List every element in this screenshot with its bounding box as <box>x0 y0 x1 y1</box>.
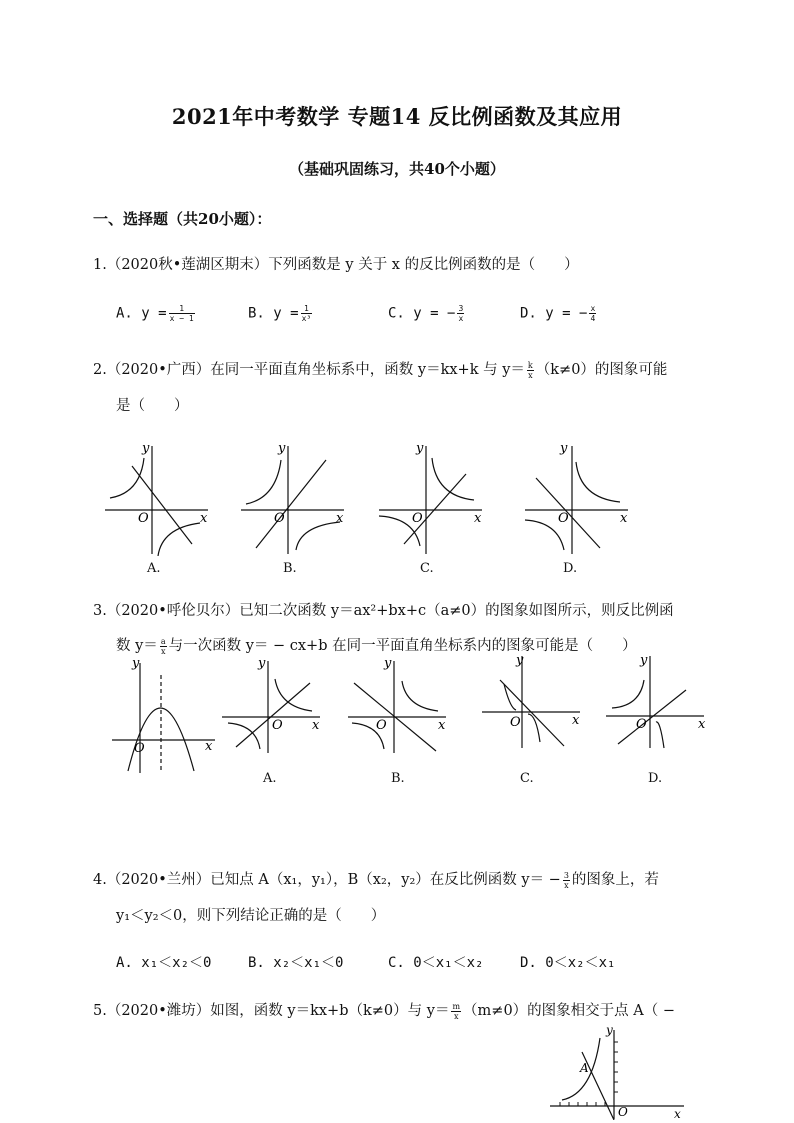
svg-text:y: y <box>258 656 266 671</box>
q3-label-c: C. <box>520 771 534 786</box>
svg-text:x: x <box>674 1107 681 1120</box>
q2-label-b: B. <box>283 561 297 576</box>
svg-text:y: y <box>606 1024 613 1037</box>
svg-text:O: O <box>274 511 285 526</box>
question-1-stem: 1.（2020秋•莲湖区期末）下列函数是 y 关于 x 的反比例函数的是（ ） <box>93 257 579 273</box>
q2-graph-b <box>236 438 348 556</box>
svg-text:O: O <box>412 511 423 526</box>
q2-label-c: C. <box>420 561 434 576</box>
svg-text:O: O <box>636 717 647 732</box>
line <box>132 466 192 544</box>
question-3-stem-line1: 3.（2020•呼伦贝尔）已知二次函数 y＝ax²+bx+c（a≠0）的图象如图所示，则反比例函 <box>93 603 674 619</box>
q3-parabola-graph <box>110 655 220 775</box>
question-4-option-d: D. 0＜x₂＜x₁ <box>520 955 616 971</box>
hyperbola-branch <box>110 458 144 498</box>
page-title: 2021年中考数学 专题14 反比例函数及其应用 <box>171 104 623 129</box>
y-label: y <box>142 441 150 456</box>
svg-text:x: x <box>205 739 213 754</box>
q5-graph <box>548 1024 688 1120</box>
question-4-option-b: B. x₂＜x₁＜0 <box>248 955 344 971</box>
question-4-stem-line2: y₁＜y₂＜0，则下列结论正确的是（ ） <box>116 908 386 924</box>
q2-label-d: D. <box>563 561 578 576</box>
svg-text:y: y <box>640 653 648 668</box>
q3-graph-c <box>480 650 584 750</box>
question-2-stem: 2.（2020•广西）在同一平面直角坐标系中，函数 y＝kx+k 与 y＝ $\frac{k}{x}$ （k≠0）的图象可能 <box>93 360 668 380</box>
q3-label-b: B. <box>391 771 405 786</box>
page-subtitle: （基础巩固练习，共40个小题） <box>289 160 505 178</box>
q3-graph-b <box>346 655 450 755</box>
svg-text:x: x <box>474 511 482 526</box>
svg-text:y: y <box>560 441 568 456</box>
svg-text:y: y <box>416 441 424 456</box>
q2-graph-d <box>520 438 632 556</box>
svg-text:x: x <box>438 718 446 733</box>
q3-label-d: D. <box>648 771 663 786</box>
question-1-option-b: B. y = $\frac{1}{\text{x³}}$ <box>248 304 312 323</box>
svg-text:y: y <box>132 656 140 671</box>
svg-text:O: O <box>376 718 387 733</box>
q2-graph-c <box>374 438 486 556</box>
question-5-stem: 5.（2020•潍坊）如图，函数 y＝kx+b（k≠0）与 y＝ $\frac{m}{x}$ （m≠0）的图象相交于点 A（ − <box>93 1001 676 1021</box>
question-3-stem-line2: 数 y＝ $\frac{a}{x}$ 与一次函数 y＝ − cx+b 在同一平面直角坐标系内的图象可能是（ ） <box>116 636 637 656</box>
svg-text:O: O <box>510 715 521 730</box>
point-a-label: A <box>580 1061 589 1075</box>
question-1-option-a: A. y = $\frac{1}{x - 1}$ <box>116 304 194 323</box>
svg-text:O: O <box>134 741 145 756</box>
section-heading: 一、选择题（共20小题）： <box>93 210 272 228</box>
q3-label-a: A. <box>263 771 277 786</box>
svg-text:O: O <box>558 511 569 526</box>
svg-text:x: x <box>312 718 320 733</box>
q2-label-a: A. <box>147 561 161 576</box>
question-4-stem-line1: 4.（2020•兰州）已知点 A（x₁，y₁），B（x₂，y₂）在反比例函数 y＝ − $\frac{3}{x}$ 的图象上，若 <box>93 870 659 890</box>
svg-text:O: O <box>272 718 283 733</box>
svg-text:y: y <box>278 441 286 456</box>
question-4-option-a: A. x₁＜x₂＜0 <box>116 955 212 971</box>
svg-text:x: x <box>698 717 706 732</box>
svg-text:y: y <box>516 653 524 668</box>
question-1-option-d: D. y = − $\frac{x}{4}$ <box>520 304 596 323</box>
svg-text:x: x <box>572 713 580 728</box>
q3-graph-d <box>604 650 708 750</box>
x-label: x <box>200 511 208 526</box>
svg-text:x: x <box>620 511 628 526</box>
question-2-stem-line2: 是（ ） <box>116 398 189 414</box>
svg-text:O: O <box>618 1105 628 1119</box>
question-4-option-c: C. 0＜x₁＜x₂ <box>388 955 484 971</box>
svg-text:y: y <box>384 656 392 671</box>
q3-graph-a <box>220 655 324 755</box>
question-1-option-c: C. y = − $\frac{3}{x}$ <box>388 304 464 323</box>
q2-graph-a <box>100 438 212 556</box>
svg-text:x: x <box>336 511 344 526</box>
origin-label: O <box>138 511 149 526</box>
